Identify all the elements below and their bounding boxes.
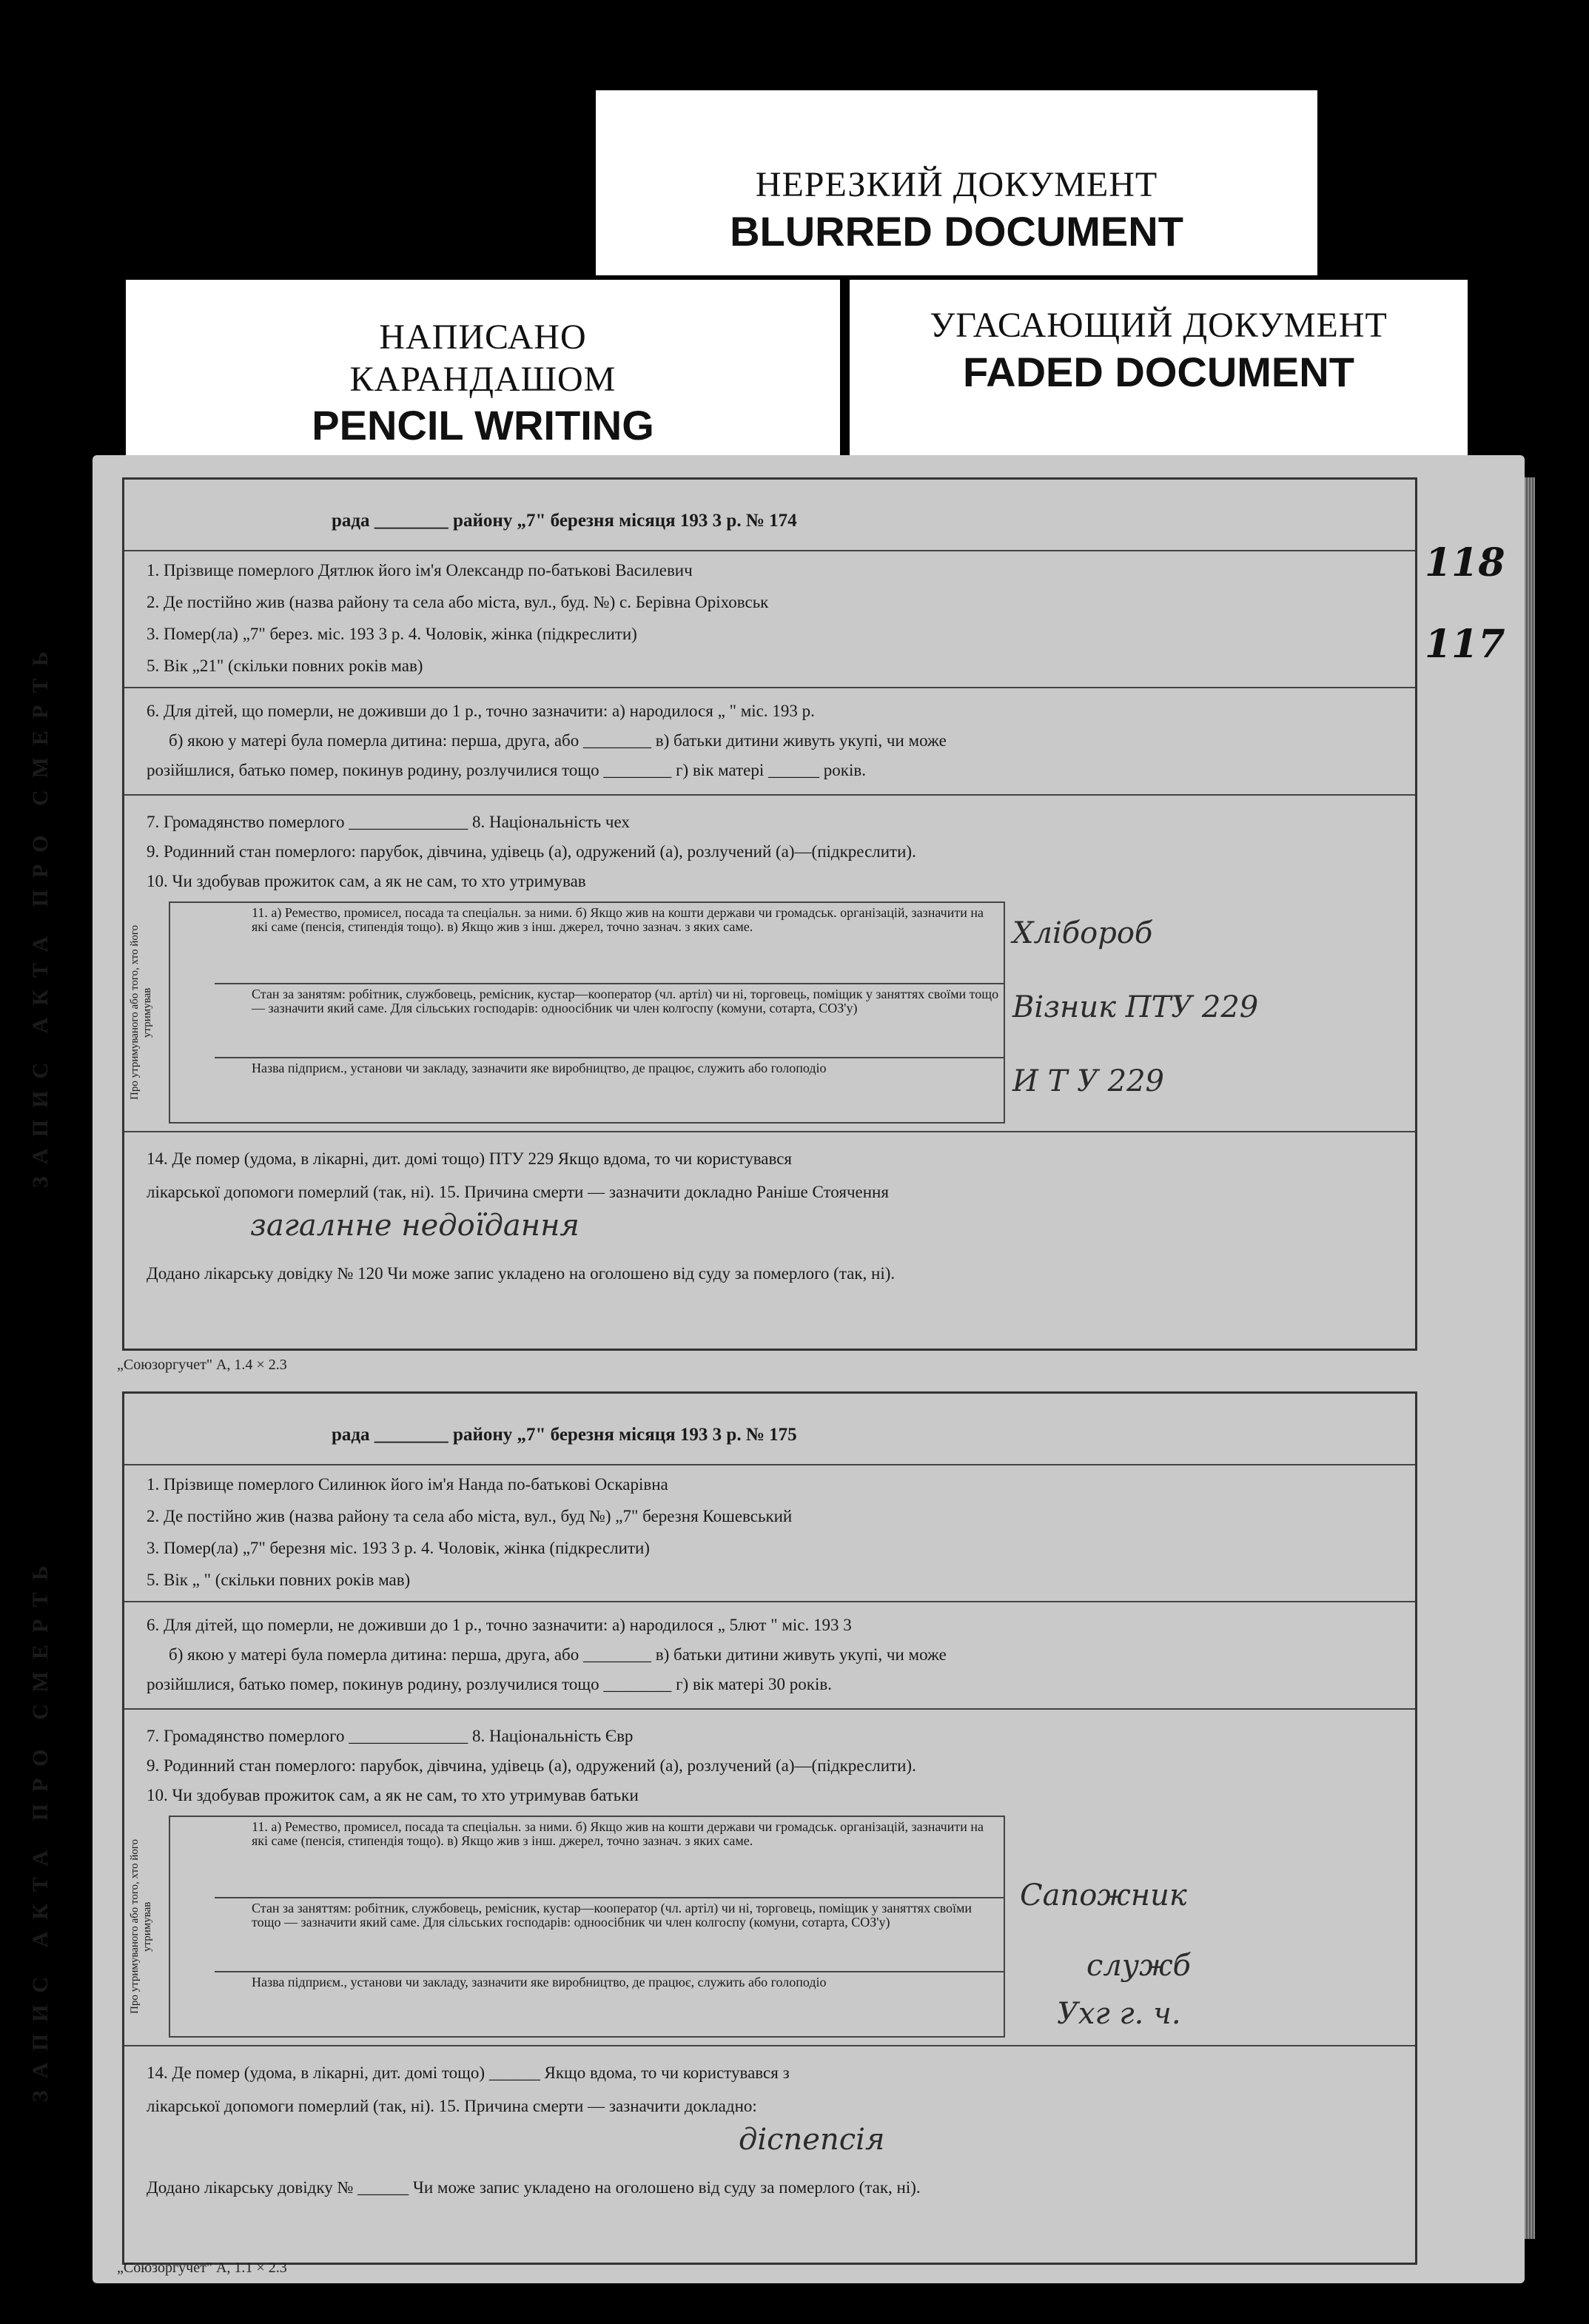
form-2-rule-c	[124, 2045, 1415, 2046]
death-record-form-2	[28, 1391, 1417, 2276]
margin-number-2: 117	[1425, 622, 1505, 667]
form-2-row-9: 9. Родинний стан померлого: парубок, дівчина, удівець (а), одружений (а), розлучений (а)—(підкреслити).	[147, 1756, 916, 1775]
margin-number-1: 118	[1425, 540, 1505, 585]
faded-en-label: FADED DOCUMENT	[963, 348, 1354, 395]
form-2-header-rule	[124, 1464, 1415, 1465]
form-1-row-14: 14. Де помер (удома, в лікарні, дит. домі тощо) ПТУ 229 Якщо вдома, то чи користувався	[147, 1149, 793, 1168]
form-2-row-14: 14. Де помер (удома, в лікарні, дит. домі тощо) ______ Якщо вдома, то чи користувався з	[147, 2063, 790, 2082]
form-1-item-12: Стан за занятям: робітник, службовець, ремісник, кустар—кооператор (чл. артіл) чи ні, торговець, поміщик у заняттях своїми тощо — зазначити який саме. Для сільських господарів: одноосібник чи член колгоспу (комуни, сотарта, СОЗ'у)	[215, 984, 1004, 1058]
form-2-row-16: Додано лікарську довідку № ______ Чи може запис укладено на оголошено від суду за померлого (так, ні).	[147, 2178, 921, 2197]
form-1-row-1: 1. Прізвище померлого Дятлюк його ім'я Олександр по-батькові Василевич	[147, 561, 693, 580]
form-1-row-9: 9. Родинний стан померлого: парубок, дівчина, удівець (а), одружений (а), розлучений (а)—(підкреслити).	[147, 842, 916, 861]
pencil-ua-label-1: НАПИСАНО	[379, 318, 587, 357]
form-2-side-title: ЗАПИС АКТА ПРО СМЕРТЬ	[28, 1554, 53, 2103]
form-2-rule-b	[124, 1708, 1415, 1710]
form-1-rule-b	[124, 794, 1415, 796]
pencil-en-label: PENCIL WRITING	[312, 402, 654, 449]
form-1-sublabel: Про утримуваного або того, хто його утримував	[129, 924, 153, 1101]
form-1-row-3: 3. Помер(ла) „7" берез. міс. 193 3 р. 4. Чоловік, жінка (підкреслити)	[147, 625, 637, 643]
form-2-occupation-block	[129, 1816, 1005, 2038]
form-2-row-3: 3. Помер(ла) „7" березня міс. 193 3 р. 4. Чоловік, жінка (підкреслити)	[147, 1539, 650, 1557]
blurred-document-card	[596, 90, 1317, 275]
form-2-footer: „Союзоргучет" А, 1.1 × 2.3	[117, 2260, 287, 2276]
form-1-row-6a: 6. Для дітей, що померли, не доживши до 1 р., точно зазначити: а) народилося „ " міс. 193 р.	[147, 702, 815, 720]
form-2-handwritten-cause: діспепсія	[739, 2123, 885, 2157]
pencil-writing-card	[126, 280, 840, 466]
pencil-ua-label-2: КАРАНДАШОМ	[349, 359, 617, 399]
form-1-handwritten-cause: загалнне недоїдання	[250, 1209, 580, 1243]
form-1-item-11: 11. а) Ремество, промисел, посада та спеціальн. за ними. б) Якщо жив на кошти держави чи громадськ. організацій, зазначити на які саме (пенсія, стипендія тощо). в) Якщо жив з інш. джерел, точно зазнач. з яких саме.	[215, 903, 1004, 984]
form-1-row-16: Додано лікарську довідку № 120 Чи може запис укладено на оголошено від суду за померлого (так, ні).	[147, 1264, 896, 1283]
blurred-ua-label: НЕРЕЗКИЙ ДОКУМЕНТ	[755, 165, 1158, 204]
faded-ua-label: УГАСАЮЩИЙ ДОКУМЕНТ	[930, 306, 1388, 345]
form-2-row-6c: розійшлися, батько помер, покинув родину, розлучилися тощо ________ г) вік матері 30 років.	[147, 1675, 832, 1693]
form-2-row-6b: б) якою у матері була померла дитина: перша, друга, або ________ в) батьки дитини живуть укупі, чи може	[169, 1645, 947, 1664]
form-2-sublabel: Про утримуваного або того, хто його утримував	[129, 1838, 153, 2015]
form-1-handwritten-12: Візник ПТУ 229	[1012, 990, 1259, 1024]
form-2-row-7: 7. Громадянство померлого ______________ 8. Національність Євр	[147, 1727, 634, 1745]
form-1-row-10: 10. Чи здобував прожиток сам, а як не сам, то хто утримував	[147, 872, 586, 890]
form-1-occupation-block	[129, 901, 1005, 1124]
form-1-handwritten-13: И Т У 229	[1012, 1064, 1164, 1098]
form-2-item-12: Стан за заняттям: робітник, службовець, ремісник, кустар—кооператор (чл. артіл) чи ні, торговець, поміщик у заняттях своїми тощо — зазначити який саме. Для сільських господарів: одноосібник чи член колгоспу (комуни, сотарта, СОЗ'у)	[215, 1898, 1004, 1972]
form-1-row-15: лікарської допомоги померлий (так, ні). 15. Причина смерти — зазначити докладно Раніше Стоячення	[147, 1183, 889, 1201]
form-2-handwritten-11: Сапожник	[1020, 1878, 1187, 1912]
form-2-row-6a: 6. Для дітей, що померли, не доживши до 1 р., точно зазначити: а) народилося „ 5лют " міс. 193 3	[147, 1616, 852, 1634]
form-2-handwritten-13: Ухг г. ч.	[1057, 1997, 1181, 2031]
form-2-item-13: Назва підприєм., установи чи закладу, зазначити яке виробництво, де працює, служить або голоподіо	[252, 1975, 827, 1989]
form-2-row-2: 2. Де постійно жив (назва району та села або міста, вул., буд №) „7" березня Кошевський	[147, 1507, 793, 1525]
form-2-rule-a	[124, 1601, 1415, 1602]
death-record-form-1	[28, 477, 1417, 1373]
form-2-row-5: 5. Вік „ " (скільки повних років мав)	[147, 1571, 411, 1589]
form-1-row-5: 5. Вік „21" (скільки повних років мав)	[147, 656, 423, 675]
form-2-row-15: лікарської допомоги померлий (так, ні). 15. Причина смерти — зазначити докладно:	[147, 2097, 757, 2115]
form-1-side-title: ЗАПИС АКТА ПРО СМЕРТЬ	[28, 639, 53, 1189]
form-1-rule-a	[124, 687, 1415, 688]
form-1-footer: „Союзоргучет" А, 1.4 × 2.3	[117, 1357, 287, 1373]
form-2-header: рада ________ району „7" березня місяця 193 3 р. № 175	[332, 1425, 797, 1445]
form-2-handwritten-12: служб	[1086, 1949, 1191, 1983]
form-2-item-11: 11. а) Ремество, промисел, посада та спеціальн. за ними. б) Якщо жив на кошти держави чи громадськ. організацій, зазначити на які саме (пенсія, стипендія тощо). в) Якщо жив з інш. джерел, точно зазнач. з яких саме.	[215, 1817, 1004, 1898]
faded-document-card	[850, 280, 1468, 466]
form-1-handwritten-11: Хлібороб	[1012, 916, 1153, 950]
form-1-rule-c	[124, 1131, 1415, 1132]
form-1-row-6b: б) якою у матері була померла дитина: перша, друга, або ________ в) батьки дитини живуть укупі, чи може	[169, 731, 947, 750]
form-1-header: рада ________ району „7" березня місяця 193 3 р. № 174	[332, 511, 797, 531]
form-1-header-rule	[124, 550, 1415, 551]
form-1-item-13: Назва підприєм., установи чи закладу, зазначити яке виробництво, де працює, служить або голоподіо	[252, 1061, 827, 1075]
blurred-en-label: BLURRED DOCUMENT	[730, 207, 1183, 255]
form-1-row-6c: розійшлися, батько помер, покинув родину, розлучилися тощо ________ г) вік матері ______ років.	[147, 761, 866, 779]
form-1-row-2: 2. Де постійно жив (назва району та села або міста, вул., буд. №) с. Берівна Оріховськ	[147, 593, 769, 611]
form-1-row-7: 7. Громадянство померлого ______________ 8. Національність чех	[147, 813, 630, 831]
form-2-row-1: 1. Прізвище померлого Силинюк його ім'я Нанда по-батькові Оскарівна	[147, 1475, 668, 1494]
form-2-row-10: 10. Чи здобував прожиток сам, а як не сам, то хто утримував батьки	[147, 1786, 639, 1804]
